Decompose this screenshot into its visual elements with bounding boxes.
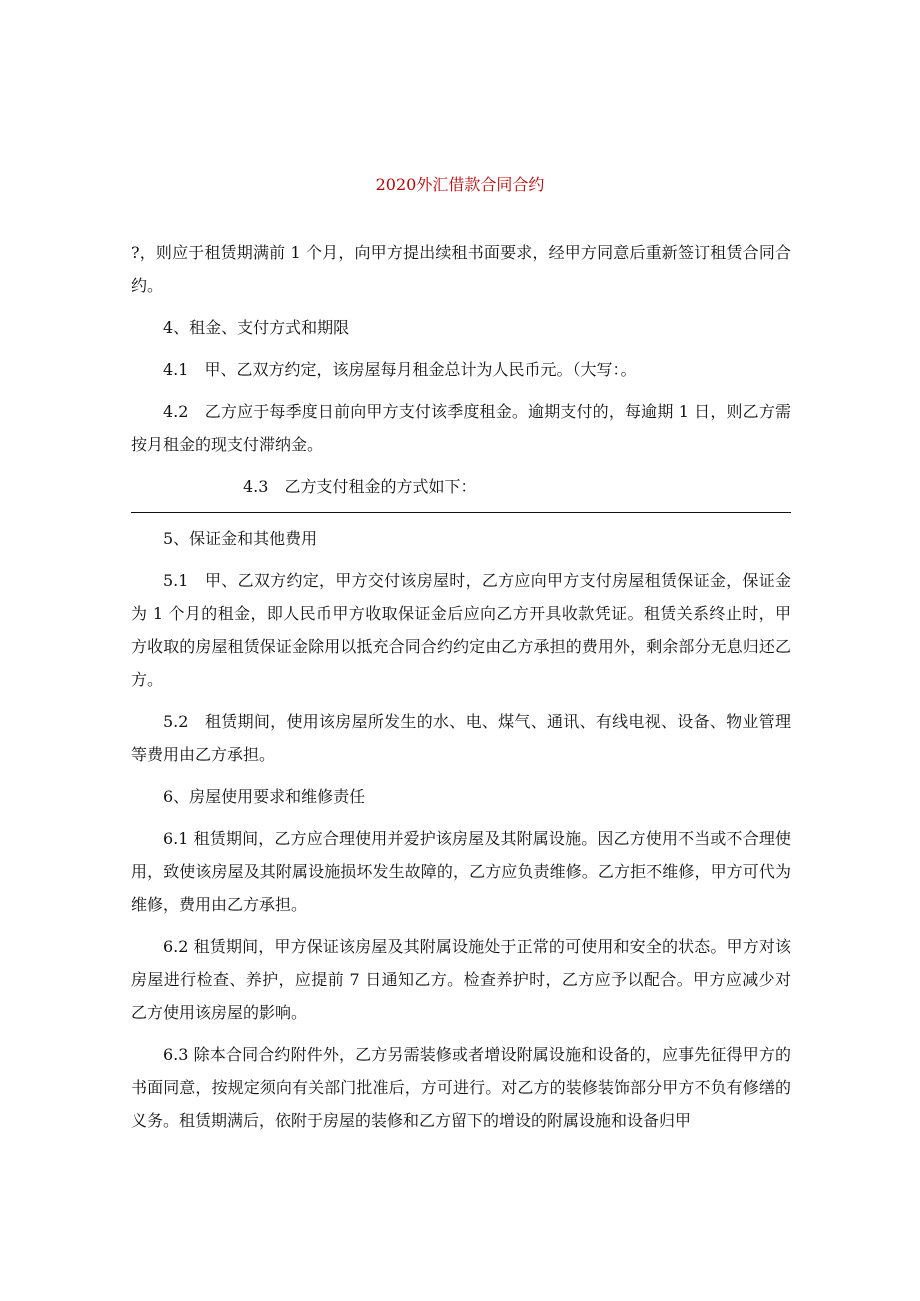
clause-5-1: 5.1 甲、乙双方约定，甲方交付该房屋时，乙方应向甲方支付房屋租赁保证金，保证金为 1 个月的租金，即人民币甲方收取保证金后应向乙方开具收款凭证。租赁关系终止时，甲方收取的房屋租赁保证金除用以抵充合同合约约定由乙方承担的费用外，剩余部分无息归还乙方。 [131,571,791,689]
section-heading-deposit: 5、保证金和其他费用 [163,529,318,548]
paragraph-continuation: ?，则应于租赁期满前 1 个月，向甲方提出续租书面要求，经甲方同意后重新签订租赁合同合约。 [131,243,791,295]
fill-in-line [131,512,791,513]
clause-4-3: 4.3 乙方支付租金的方式如下： [243,477,477,496]
clause-6-2: 6.2 租赁期间，甲方保证该房屋及其附属设施处于正常的可使用和安全的状态。甲方对该房屋进行检查、养护，应提前 7 日通知乙方。检查养护时，乙方应予以配合。甲方应减少对乙方使用该房屋的影响。 [131,937,791,1022]
section-heading-maintenance: 6、房屋使用要求和维修责任 [163,787,366,806]
clause-6-1: 6.1 租赁期间，乙方应合理使用并爱护该房屋及其附属设施。因乙方使用不当或不合理使用，致使该房屋及其附属设施损坏发生故障的，乙方应负责维修。乙方拒不维修，甲方可代为维修，费用由乙方承担。 [131,829,791,914]
clause-4-2: 4.2 乙方应于每季度日前向甲方支付该季度租金。逾期支付的，每逾期 1 日，则乙方需按月租金的现支付滞纳金。 [131,402,791,454]
section-heading-rent: 4、租金、支付方式和期限 [163,318,350,337]
clause-4-1: 4.1 甲、乙双方约定，该房屋每月租金总计为人民币元。（大写：。 [163,360,637,379]
document-body [131,236,791,1146]
document-title: 2020外汇借款合同合约 [375,175,545,194]
clause-6-3: 6.3 除本合同合约附件外，乙方另需装修或者增设附属设施和设备的，应事先征得甲方的书面同意，按规定须向有关部门批准后，方可进行。对乙方的装修装饰部分甲方不负有修缮的义务。租赁期满后，依附于房屋的装修和乙方留下的增设的附属设施和设备归甲 [131,1045,791,1130]
clause-5-2: 5.2 租赁期间，使用该房屋所发生的水、电、煤气、通讯、有线电视、设备、物业管理等费用由乙方承担。 [131,712,791,764]
